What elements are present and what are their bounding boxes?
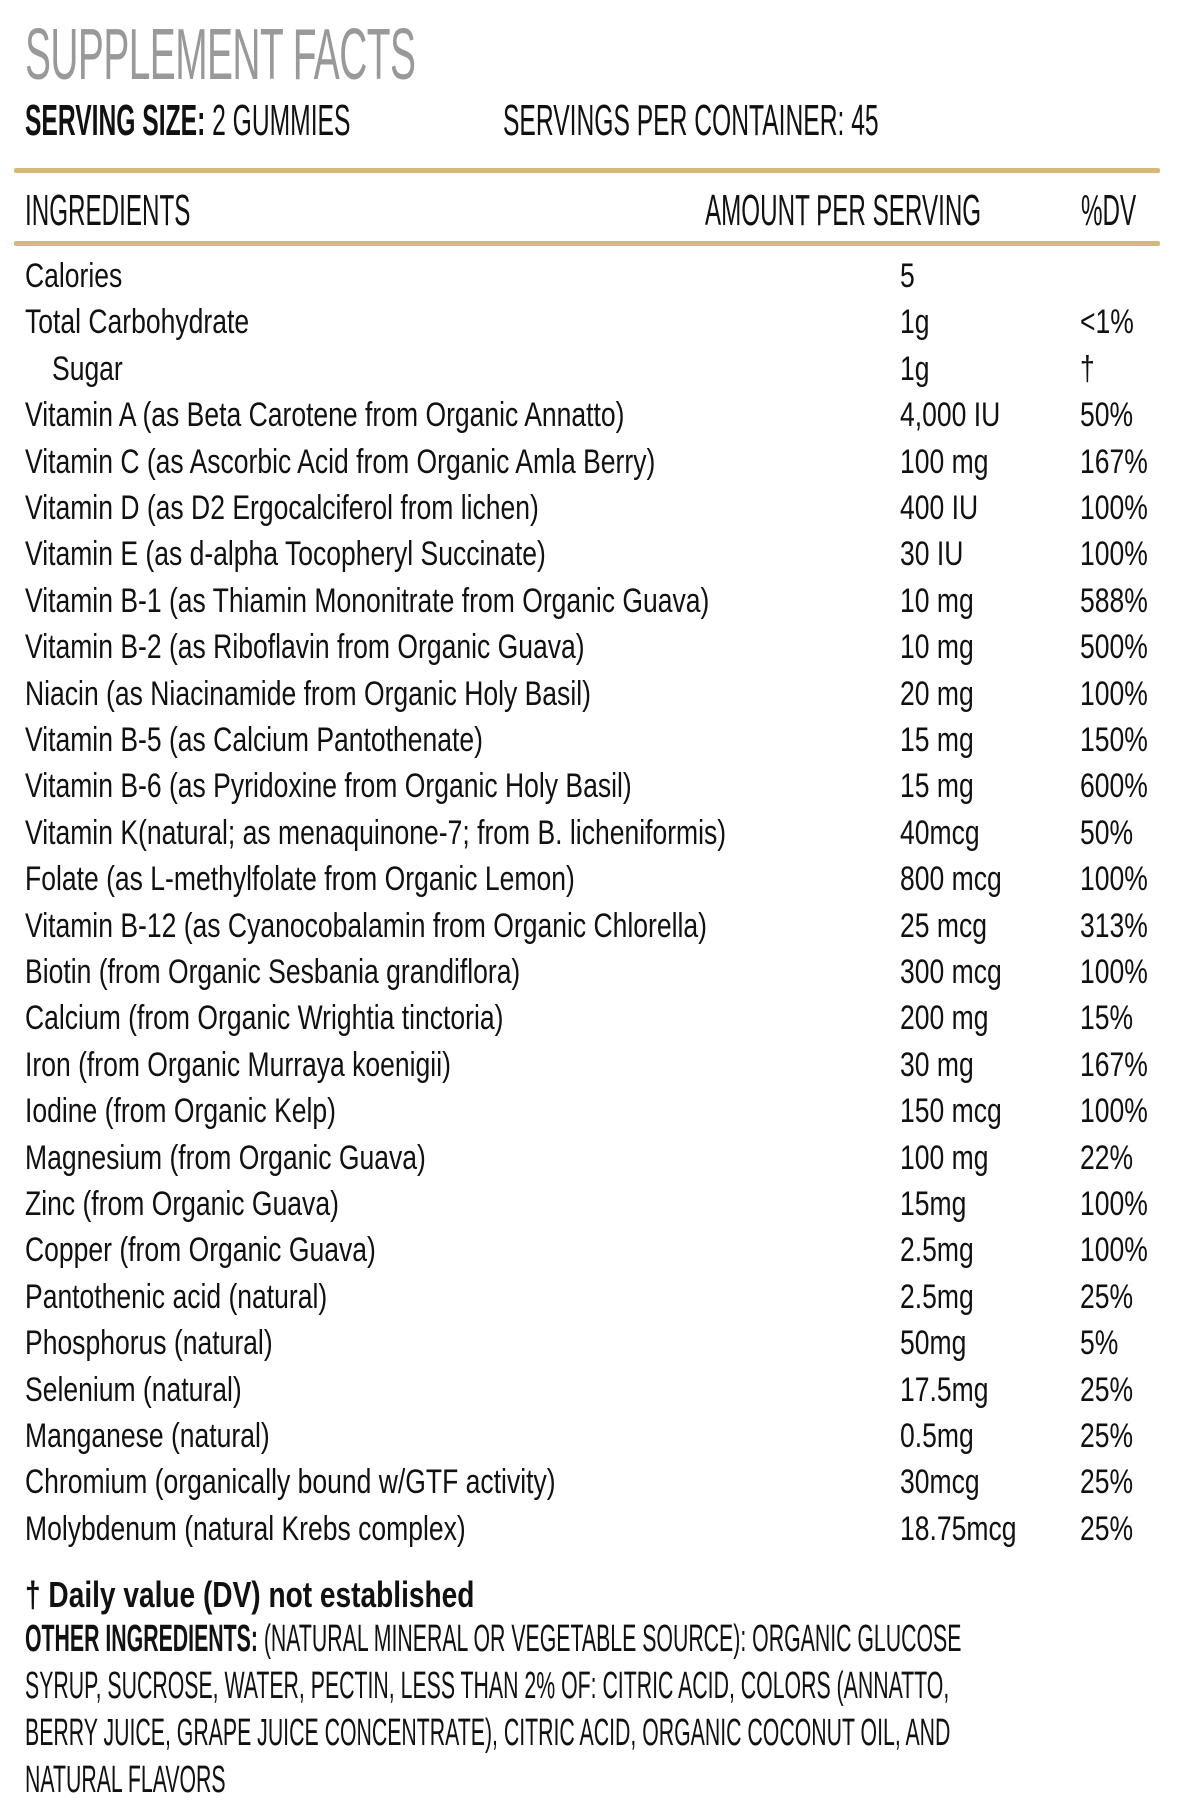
nutrient-name: Molybdenum (natural Krebs complex) — [25, 1509, 466, 1548]
table-row — [0, 582, 1182, 628]
nutrient-name: Iodine (from Organic Kelp) — [25, 1092, 337, 1131]
nutrient-amount: 30mcg — [900, 1463, 980, 1502]
nutrient-name: Total Carbohydrate — [25, 303, 250, 342]
nutrient-name: Folate (as L-methylfolate from Organic Lemon) — [25, 860, 575, 899]
nutrient-dv: 50% — [1080, 396, 1134, 435]
nutrient-amount: 10 mg — [900, 628, 974, 667]
nutrient-name: Zinc (from Organic Guava) — [25, 1185, 339, 1223]
nutrient-dv: 100% — [1080, 953, 1148, 991]
nutrient-amount: 30 IU — [900, 535, 964, 574]
nutrient-name: Vitamin A (as Beta Carotene from Organic Annatto) — [25, 396, 625, 435]
nutrient-name: Vitamin D (as D2 Ergocalciferol from lichen) — [25, 489, 539, 527]
table-row — [0, 1463, 1182, 1509]
divider-header — [14, 241, 1160, 246]
nutrient-amount: 50mg — [900, 1324, 967, 1363]
nutrient-dv: 100% — [1080, 860, 1148, 899]
nutrient-amount: 150 mcg — [900, 1092, 1002, 1131]
table-row — [0, 1139, 1182, 1185]
nutrient-name: Vitamin B-5 (as Calcium Pantothenate) — [25, 721, 483, 759]
nutrient-dv: † — [1080, 349, 1095, 388]
nutrient-name: Phosphorus (natural) — [25, 1324, 273, 1363]
table-row — [0, 535, 1182, 581]
nutrient-name: Vitamin B-2 (as Riboflavin from Organic Guava) — [25, 628, 585, 667]
serving-size — [25, 96, 350, 146]
nutrient-dv: 25% — [1080, 1277, 1134, 1316]
table-row — [0, 860, 1182, 906]
header-dv: %DV — [1081, 186, 1137, 235]
nutrient-dv: 588% — [1080, 581, 1148, 620]
table-row — [0, 443, 1182, 489]
header-ingredients: INGREDIENTS — [25, 186, 191, 235]
other-ingredients-label: OTHER INGREDIENTS: — [25, 1618, 258, 1660]
table-row — [0, 1371, 1182, 1417]
table-row — [0, 1185, 1182, 1231]
nutrient-dv: 25% — [1080, 1463, 1134, 1502]
nutrient-amount: 100 mg — [900, 442, 989, 481]
nutrient-amount: 800 mcg — [900, 860, 1002, 899]
nutrient-dv: 25% — [1080, 1509, 1134, 1548]
table-row — [0, 767, 1182, 813]
table-row — [0, 1278, 1182, 1324]
nutrient-name: Magnesium (from Organic Guava) — [25, 1138, 426, 1177]
table-row — [0, 1092, 1182, 1138]
nutrient-amount: 15mg — [900, 1185, 967, 1223]
table-row — [0, 999, 1182, 1045]
table-row — [0, 257, 1182, 303]
nutrient-amount: 15 mg — [900, 767, 974, 806]
nutrient-dv: 15% — [1080, 999, 1134, 1038]
nutrient-dv: 100% — [1080, 1185, 1148, 1223]
divider-top — [14, 168, 1160, 173]
footnote: † Daily value (DV) not established — [25, 1574, 475, 1615]
nutrient-dv: 167% — [1080, 442, 1148, 481]
nutrient-dv: 100% — [1080, 535, 1148, 574]
nutrient-amount: 0.5mg — [900, 1417, 974, 1455]
nutrient-amount: 1g — [900, 303, 930, 342]
nutrient-amount: 400 IU — [900, 489, 979, 527]
table-row — [0, 489, 1182, 535]
nutrient-amount: 40mcg — [900, 813, 980, 852]
nutrient-dv: 500% — [1080, 628, 1148, 667]
nutrient-name: Vitamin B-1 (as Thiamin Mononitrate from Organic Guava) — [25, 581, 710, 620]
nutrient-amount: 18.75mcg — [900, 1509, 1017, 1548]
nutrient-name: Vitamin E (as d-alpha Tocopheryl Succinate) — [25, 535, 546, 574]
nutrient-amount: 17.5mg — [900, 1370, 989, 1409]
table-row — [0, 953, 1182, 999]
table-row — [0, 1510, 1182, 1556]
table-row — [0, 1324, 1182, 1370]
nutrient-dv: 25% — [1080, 1417, 1134, 1455]
nutrient-amount: 20 mg — [900, 674, 974, 713]
nutrient-amount: 5 — [900, 257, 915, 295]
nutrient-amount: 100 mg — [900, 1138, 989, 1177]
serving-size-value: 2 GUMMIES — [212, 96, 351, 145]
nutrient-amount: 2.5mg — [900, 1231, 974, 1270]
nutrient-dv: 5% — [1080, 1324, 1119, 1363]
table-row — [0, 907, 1182, 953]
nutrient-name: Selenium (natural) — [25, 1370, 242, 1409]
nutrient-name: Vitamin B-6 (as Pyridoxine from Organic Holy Basil) — [25, 767, 632, 806]
table-row — [0, 303, 1182, 349]
nutrient-amount: 30 mg — [900, 1045, 974, 1084]
nutrient-name: Niacin (as Niacinamide from Organic Holy Basil) — [25, 674, 591, 713]
nutrient-dv: 167% — [1080, 1045, 1148, 1084]
table-row — [0, 721, 1182, 767]
table-row — [0, 814, 1182, 860]
nutrient-name: Vitamin B-12 (as Cyanocobalamin from Organic Chlorella) — [25, 906, 707, 945]
table-row — [0, 1417, 1182, 1463]
nutrient-dv: 50% — [1080, 813, 1134, 852]
nutrient-amount: 4,000 IU — [900, 396, 1001, 435]
nutrient-name: Sugar — [52, 349, 123, 388]
nutrient-amount: 25 mcg — [900, 906, 987, 945]
table-row — [0, 1046, 1182, 1092]
nutrient-name: Calories — [25, 257, 123, 295]
nutrient-dv: 22% — [1080, 1138, 1134, 1177]
nutrient-dv: 100% — [1080, 1092, 1148, 1131]
table-row — [0, 396, 1182, 442]
page-title: SUPPLEMENT FACTS — [25, 15, 416, 95]
nutrient-dv: 100% — [1080, 674, 1148, 713]
nutrient-amount: 10 mg — [900, 581, 974, 620]
nutrient-name: Iron (from Organic Murraya koenigii) — [25, 1045, 451, 1084]
nutrient-name: Copper (from Organic Guava) — [25, 1231, 376, 1270]
nutrient-amount: 300 mcg — [900, 953, 1002, 991]
nutrient-amount: 2.5mg — [900, 1277, 974, 1316]
nutrient-amount: 1g — [900, 349, 930, 388]
nutrient-name: Biotin (from Organic Sesbania grandiflora) — [25, 953, 521, 991]
table-row — [0, 628, 1182, 674]
header-amount: AMOUNT PER SERVING — [705, 186, 982, 235]
nutrient-dv: <1% — [1080, 303, 1134, 342]
nutrient-dv: 100% — [1080, 1231, 1148, 1270]
nutrient-name: Calcium (from Organic Wrightia tinctoria) — [25, 999, 504, 1038]
table-row — [0, 350, 1182, 396]
nutrient-name: Vitamin K(natural; as menaquinone-7; from B. licheniformis) — [25, 813, 727, 852]
table-row — [0, 675, 1182, 721]
other-ingredients-line: BERRY JUICE, GRAPE JUICE CONCENTRATE), CITRIC ACID, ORGANIC COCONUT OIL, AND — [25, 1712, 951, 1754]
nutrient-dv: 313% — [1080, 906, 1148, 945]
nutrient-name: Vitamin C (as Ascorbic Acid from Organic Amla Berry) — [25, 442, 656, 481]
nutrient-name: Chromium (organically bound w/GTF activity) — [25, 1463, 556, 1502]
other-ingredients-text: (NATURAL MINERAL OR VEGETABLE SOURCE): ORGANIC GLUCOSE — [257, 1618, 962, 1660]
other-ingredients-line: NATURAL FLAVORS — [25, 1759, 226, 1801]
nutrient-dv: 150% — [1080, 721, 1148, 759]
table-row — [0, 1231, 1182, 1277]
nutrient-dv: 25% — [1080, 1370, 1134, 1409]
other-ingredients-line — [25, 1618, 961, 1661]
nutrient-name: Manganese (natural) — [25, 1417, 270, 1455]
nutrient-amount: 200 mg — [900, 999, 989, 1038]
nutrient-amount: 15 mg — [900, 721, 974, 759]
serving-size-label: SERVING SIZE: — [25, 96, 206, 145]
nutrient-dv: 600% — [1080, 767, 1148, 806]
other-ingredients-line: SYRUP, SUCROSE, WATER, PECTIN, LESS THAN 2% OF: CITRIC ACID, COLORS (ANNATTO, — [25, 1665, 950, 1707]
nutrient-name: Pantothenic acid (natural) — [25, 1277, 328, 1316]
servings-per-container: SERVINGS PER CONTAINER: 45 — [503, 96, 879, 145]
nutrient-dv: 100% — [1080, 489, 1148, 527]
